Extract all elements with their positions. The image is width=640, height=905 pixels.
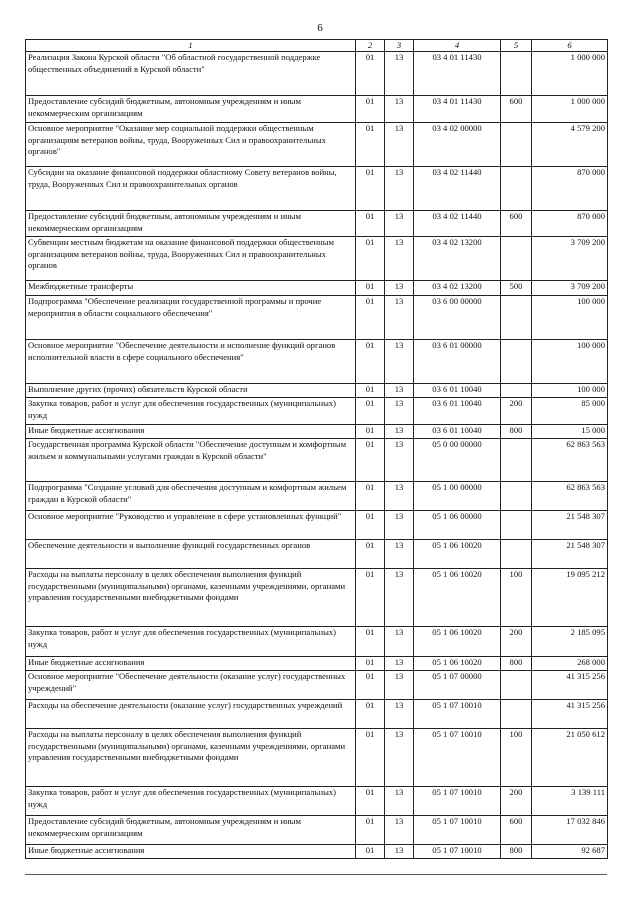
row-amount-cell: 3 139 111: [532, 787, 608, 816]
row-target-code-cell: 05 1 07 10010: [414, 845, 501, 859]
row-target-code-cell: 05 1 00 00000: [414, 482, 501, 511]
row-expense-type-cell: 200: [501, 398, 532, 425]
row-code-cell-3: 13: [385, 700, 414, 729]
row-code-cell-2: 01: [356, 657, 385, 671]
row-target-code-cell: 03 4 01 11430: [414, 96, 501, 123]
row-code-cell-2: 01: [356, 540, 385, 569]
row-name-cell: Выполнение других (прочих) обязательств Курской области: [26, 384, 356, 398]
row-code-cell-3: 13: [385, 787, 414, 816]
row-amount-cell: 19 095 212: [532, 569, 608, 627]
row-code-cell-2: 01: [356, 569, 385, 627]
table-header-row: [26, 40, 608, 52]
table-row: [26, 729, 608, 787]
table-row: [26, 237, 608, 281]
row-name-cell: Основное мероприятие "Оказание мер социальной поддержки общественным организациям ветеранов войны, труда, Вооруженных Сил и правоохранительных органов": [26, 123, 356, 167]
row-code-cell-2: 01: [356, 296, 385, 340]
table-row: [26, 384, 608, 398]
row-code-cell-3: 13: [385, 123, 414, 167]
row-code-cell-2: 01: [356, 816, 385, 845]
row-amount-cell: 17 032 846: [532, 816, 608, 845]
row-target-code-cell: 05 1 06 10020: [414, 540, 501, 569]
table-row: [26, 52, 608, 96]
row-name-cell: Подпрограмма "Создание условий для обеспечения доступным и комфортным жильем граждан в Курской области": [26, 482, 356, 511]
row-code-cell-3: 13: [385, 657, 414, 671]
row-expense-type-cell: [501, 52, 532, 96]
row-amount-cell: 15 000: [532, 425, 608, 439]
row-code-cell-3: 13: [385, 384, 414, 398]
row-target-code-cell: 03 6 01 00000: [414, 340, 501, 384]
row-name-cell: Основное мероприятие "Обеспечение деятельности (оказание услуг) государственных учреждений": [26, 671, 356, 700]
table-row: [26, 657, 608, 671]
row-target-code-cell: 05 0 00 00000: [414, 439, 501, 482]
row-code-cell-3: 13: [385, 439, 414, 482]
row-name-cell: Закупка товаров, работ и услуг для обеспечения государственных (муниципальных) нужд: [26, 398, 356, 425]
row-name-cell: Предоставление субсидий бюджетным, автономным учреждениям и иным некоммерческим организациям: [26, 816, 356, 845]
row-amount-cell: 41 315 256: [532, 700, 608, 729]
row-amount-cell: 1 000 000: [532, 96, 608, 123]
row-code-cell-2: 01: [356, 96, 385, 123]
row-target-code-cell: 05 1 07 10010: [414, 787, 501, 816]
row-code-cell-3: 13: [385, 398, 414, 425]
row-target-code-cell: 05 1 06 10020: [414, 569, 501, 627]
row-expense-type-cell: [501, 700, 532, 729]
row-amount-cell: 62 863 563: [532, 482, 608, 511]
row-code-cell-3: 13: [385, 511, 414, 540]
row-target-code-cell: 03 4 02 11440: [414, 211, 501, 237]
row-code-cell-3: 13: [385, 96, 414, 123]
row-target-code-cell: 03 6 01 10040: [414, 384, 501, 398]
column-header-1: 1: [26, 40, 356, 52]
row-name-cell: Закупка товаров, работ и услуг для обеспечения государственных (муниципальных) нужд: [26, 627, 356, 657]
table-row: [26, 540, 608, 569]
row-target-code-cell: 05 1 06 10020: [414, 657, 501, 671]
row-name-cell: Закупка товаров, работ и услуг для обеспечения государственных (муниципальных) нужд: [26, 787, 356, 816]
table-row: [26, 482, 608, 511]
row-name-cell: Обеспечение деятельности и выполнение функций государственных органов: [26, 540, 356, 569]
table-row: [26, 96, 608, 123]
row-name-cell: Субсидии на оказание финансовой поддержки областному Совету ветеранов войны, труда, Вооруженных Сил и правоохранительных органов: [26, 167, 356, 211]
row-code-cell-2: 01: [356, 425, 385, 439]
row-amount-cell: 62 863 563: [532, 439, 608, 482]
table-row: [26, 296, 608, 340]
row-code-cell-3: 13: [385, 425, 414, 439]
row-expense-type-cell: 600: [501, 211, 532, 237]
row-expense-type-cell: 100: [501, 569, 532, 627]
row-name-cell: Предоставление субсидий бюджетным, автономным учреждениям и иным некоммерческим организациям: [26, 96, 356, 123]
row-code-cell-3: 13: [385, 540, 414, 569]
table-row: [26, 439, 608, 482]
row-target-code-cell: 03 6 01 10040: [414, 398, 501, 425]
row-expense-type-cell: [501, 123, 532, 167]
row-expense-type-cell: 800: [501, 845, 532, 859]
budget-table: [25, 39, 608, 859]
table-row: [26, 211, 608, 237]
row-amount-cell: 1 000 000: [532, 52, 608, 96]
row-name-cell: Расходы на выплаты персоналу в целях обеспечения выполнения функций государственными (муниципальными) органами, казенными учреждениями, органами управления государственными внебюджетными фондами: [26, 569, 356, 627]
row-target-code-cell: 03 4 02 00000: [414, 123, 501, 167]
row-code-cell-3: 13: [385, 729, 414, 787]
row-expense-type-cell: [501, 237, 532, 281]
column-header-2: 2: [356, 40, 385, 52]
row-amount-cell: 870 000: [532, 167, 608, 211]
row-expense-type-cell: 800: [501, 425, 532, 439]
row-code-cell-2: 01: [356, 340, 385, 384]
row-target-code-cell: 05 1 07 10010: [414, 729, 501, 787]
row-code-cell-2: 01: [356, 237, 385, 281]
row-amount-cell: 2 185 095: [532, 627, 608, 657]
table-row: [26, 569, 608, 627]
row-code-cell-3: 13: [385, 482, 414, 511]
row-name-cell: Расходы на выплаты персоналу в целях обеспечения выполнения функций государственными (муниципальными) органами, казенными учреждениями, органами управления государственными внебюджетными фондами: [26, 729, 356, 787]
row-expense-type-cell: 800: [501, 657, 532, 671]
row-target-code-cell: 05 1 06 10020: [414, 627, 501, 657]
row-amount-cell: 92 687: [532, 845, 608, 859]
table-row: [26, 425, 608, 439]
row-expense-type-cell: 600: [501, 816, 532, 845]
table-row: [26, 123, 608, 167]
row-code-cell-2: 01: [356, 627, 385, 657]
row-amount-cell: 268 000: [532, 657, 608, 671]
table-row: [26, 787, 608, 816]
row-name-cell: Иные бюджетные ассигнования: [26, 845, 356, 859]
table-row: [26, 816, 608, 845]
row-code-cell-3: 13: [385, 340, 414, 384]
row-target-code-cell: 03 4 02 11440: [414, 167, 501, 211]
row-expense-type-cell: [501, 511, 532, 540]
row-code-cell-3: 13: [385, 671, 414, 700]
row-amount-cell: 21 050 612: [532, 729, 608, 787]
row-name-cell: Подпрограмма "Обеспечение реализации государственной программы и прочие мероприятия в области социального обеспечения": [26, 296, 356, 340]
row-expense-type-cell: [501, 167, 532, 211]
table-row: [26, 627, 608, 657]
table-body: [26, 52, 608, 859]
row-expense-type-cell: [501, 482, 532, 511]
row-code-cell-2: 01: [356, 845, 385, 859]
row-expense-type-cell: [501, 384, 532, 398]
row-expense-type-cell: 500: [501, 281, 532, 296]
row-expense-type-cell: 200: [501, 627, 532, 657]
page-bottom-rule: [25, 874, 607, 875]
row-name-cell: Основное мероприятие "Руководство и управление в сфере установленных функций": [26, 511, 356, 540]
row-target-code-cell: 03 4 02 13200: [414, 281, 501, 296]
table-row: [26, 671, 608, 700]
row-code-cell-2: 01: [356, 167, 385, 211]
row-code-cell-3: 13: [385, 845, 414, 859]
row-target-code-cell: 05 1 07 10010: [414, 700, 501, 729]
row-target-code-cell: 05 1 06 00000: [414, 511, 501, 540]
row-code-cell-2: 01: [356, 729, 385, 787]
row-amount-cell: 41 315 256: [532, 671, 608, 700]
row-name-cell: Иные бюджетные ассигнования: [26, 657, 356, 671]
row-target-code-cell: 05 1 07 00000: [414, 671, 501, 700]
row-amount-cell: 85 000: [532, 398, 608, 425]
column-header-4: 4: [414, 40, 501, 52]
row-expense-type-cell: 200: [501, 787, 532, 816]
row-target-code-cell: 03 6 01 10040: [414, 425, 501, 439]
row-name-cell: Межбюджетные трансферты: [26, 281, 356, 296]
row-amount-cell: 4 579 200: [532, 123, 608, 167]
row-code-cell-2: 01: [356, 482, 385, 511]
row-code-cell-2: 01: [356, 211, 385, 237]
row-code-cell-3: 13: [385, 167, 414, 211]
row-name-cell: Государственная программа Курской области "Обеспечение доступным и комфортным жильем и коммунальными услугами граждан в Курской области": [26, 439, 356, 482]
table-row: [26, 511, 608, 540]
row-code-cell-2: 01: [356, 281, 385, 296]
row-amount-cell: 100 000: [532, 340, 608, 384]
row-code-cell-3: 13: [385, 52, 414, 96]
row-target-code-cell: 05 1 07 10010: [414, 816, 501, 845]
row-amount-cell: 21 548 307: [532, 540, 608, 569]
row-name-cell: Субвенции местным бюджетам на оказание финансовой поддержки общественным организациям ветеранов войны, труда, Вооруженных Сил и правоохранительных органов: [26, 237, 356, 281]
table-row: [26, 340, 608, 384]
table-row: [26, 398, 608, 425]
row-code-cell-3: 13: [385, 281, 414, 296]
column-header-5: 5: [501, 40, 532, 52]
row-code-cell-3: 13: [385, 816, 414, 845]
row-expense-type-cell: [501, 439, 532, 482]
page-number: 6: [317, 22, 323, 34]
row-amount-cell: 21 548 307: [532, 511, 608, 540]
row-code-cell-3: 13: [385, 569, 414, 627]
row-expense-type-cell: [501, 671, 532, 700]
row-amount-cell: 100 000: [532, 296, 608, 340]
row-code-cell-2: 01: [356, 511, 385, 540]
row-code-cell-2: 01: [356, 123, 385, 167]
row-code-cell-3: 13: [385, 237, 414, 281]
row-code-cell-2: 01: [356, 384, 385, 398]
row-amount-cell: 3 709 200: [532, 281, 608, 296]
row-code-cell-2: 01: [356, 787, 385, 816]
table-row: [26, 845, 608, 859]
row-name-cell: Расходы на обеспечение деятельности (оказание услуг) государственных учреждений: [26, 700, 356, 729]
table-row: [26, 281, 608, 296]
table-row: [26, 167, 608, 211]
row-name-cell: Иные бюджетные ассигнования: [26, 425, 356, 439]
row-code-cell-3: 13: [385, 296, 414, 340]
row-code-cell-2: 01: [356, 398, 385, 425]
row-expense-type-cell: [501, 296, 532, 340]
row-expense-type-cell: [501, 540, 532, 569]
row-code-cell-2: 01: [356, 700, 385, 729]
row-target-code-cell: 03 4 01 11430: [414, 52, 501, 96]
row-code-cell-2: 01: [356, 439, 385, 482]
row-amount-cell: 870 000: [532, 211, 608, 237]
row-code-cell-3: 13: [385, 627, 414, 657]
row-expense-type-cell: 600: [501, 96, 532, 123]
column-header-6: 6: [532, 40, 608, 52]
row-target-code-cell: 03 6 00 00000: [414, 296, 501, 340]
row-name-cell: Реализация Закона Курской области "Об областной государственной поддержке общественных объединений в Курской области": [26, 52, 356, 96]
row-code-cell-3: 13: [385, 211, 414, 237]
row-expense-type-cell: 100: [501, 729, 532, 787]
row-target-code-cell: 03 4 02 13200: [414, 237, 501, 281]
row-amount-cell: 100 000: [532, 384, 608, 398]
column-header-3: 3: [385, 40, 414, 52]
row-code-cell-2: 01: [356, 671, 385, 700]
table-row: [26, 700, 608, 729]
row-name-cell: Предоставление субсидий бюджетным, автономным учреждениям и иным некоммерческим организациям: [26, 211, 356, 237]
row-amount-cell: 3 709 200: [532, 237, 608, 281]
row-name-cell: Основное мероприятие "Обеспечение деятельности и исполнение функций органов исполнительной власти в сфере социального обеспечения": [26, 340, 356, 384]
row-code-cell-2: 01: [356, 52, 385, 96]
row-expense-type-cell: [501, 340, 532, 384]
